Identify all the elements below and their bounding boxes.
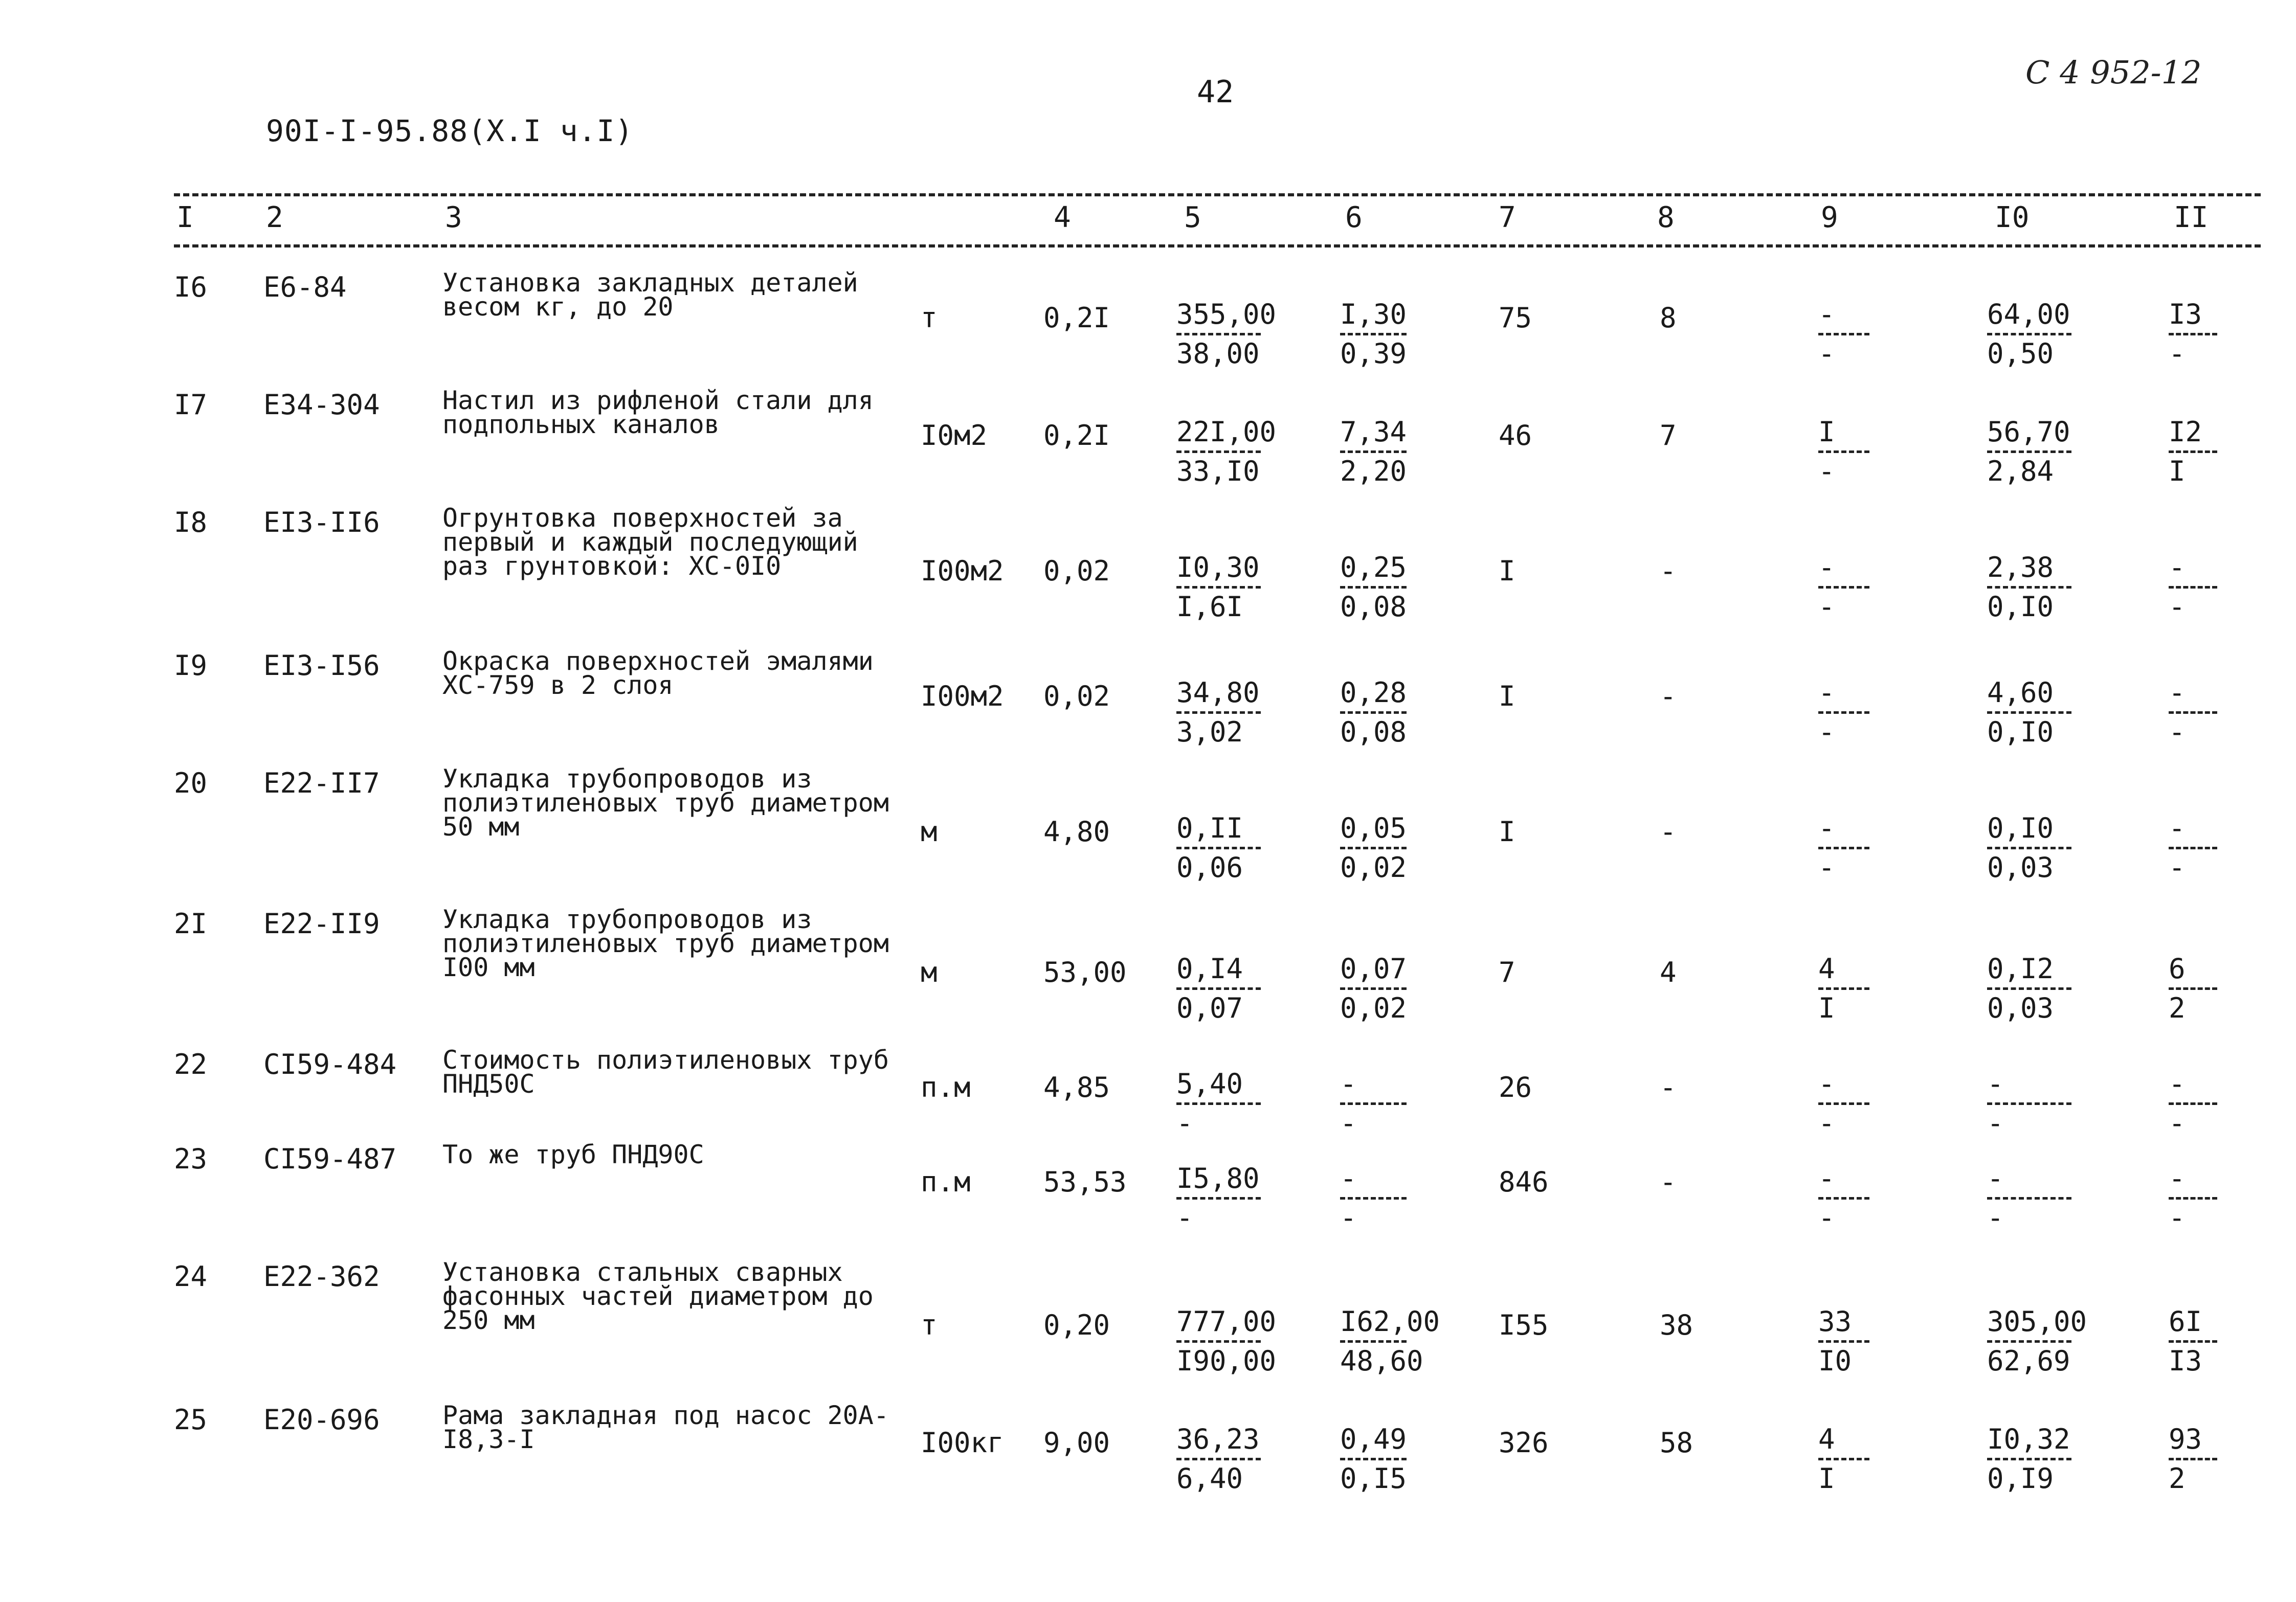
fraction-numerator: 2,38: [1987, 551, 2054, 583]
fraction-denominator: 3,02: [1176, 716, 1243, 748]
col-8-value: -: [1660, 1071, 1677, 1103]
work-description: Установка закладных деталей весом кг, до 20: [442, 268, 858, 322]
fraction-c11: [2169, 1306, 2217, 1377]
fraction-denominator: 2,20: [1340, 455, 1407, 487]
fraction-denominator: I3: [2169, 1345, 2202, 1377]
fraction-denominator: 0,I9: [1987, 1462, 2054, 1495]
fraction-numerator: -: [2169, 551, 2186, 583]
fraction-numerator: -: [1818, 1162, 1835, 1194]
fraction-c5: [1176, 298, 1277, 370]
fraction-c6: [1340, 678, 1407, 748]
fraction-denominator: 0,03: [1987, 992, 2054, 1024]
rate-code: EI3-II6: [263, 506, 380, 538]
unit-of-measure: п.м: [921, 1166, 971, 1198]
fraction-numerator: 56,70: [1987, 416, 2070, 448]
fraction-bar: [1340, 987, 1407, 990]
column-header-10: I0: [1995, 201, 2030, 234]
fraction-bar: [1818, 586, 1869, 589]
fraction-c6: [1340, 552, 1407, 622]
column-header-6: 6: [1345, 201, 1363, 234]
fraction-denominator: 0,I0: [1987, 591, 2054, 623]
fraction-bar: [1987, 450, 2071, 453]
fraction-denominator: 0,06: [1176, 851, 1243, 884]
fraction-denominator: I: [2169, 455, 2186, 487]
rate-code: E22-362: [263, 1260, 380, 1293]
fraction-numerator: -: [2169, 1162, 2186, 1194]
fraction-numerator: 64,00: [1987, 298, 2070, 330]
fraction-denominator: 0,39: [1340, 337, 1407, 370]
fraction-numerator: -: [1340, 1068, 1357, 1100]
fraction-denominator: -: [2169, 851, 2186, 884]
col-7-value: I: [1499, 680, 1515, 712]
fraction-bar: [1340, 333, 1407, 335]
fraction-numerator: I,30: [1340, 298, 1407, 330]
fraction-c9: [1818, 813, 1869, 883]
fraction-numerator: 0,28: [1340, 676, 1407, 709]
fraction-denominator: -: [1340, 1202, 1357, 1234]
fraction-c5: [1176, 552, 1261, 622]
fraction-denominator: I,6I: [1176, 591, 1243, 623]
fraction-numerator: 34,80: [1176, 676, 1260, 709]
rate-code: E34-304: [263, 389, 380, 421]
rate-code: E22-II7: [263, 767, 380, 799]
col-8-value: -: [1660, 555, 1677, 587]
fraction-numerator: 6I: [2169, 1305, 2202, 1338]
fraction-c11: [2169, 1163, 2217, 1233]
fraction-bar: [1340, 450, 1407, 453]
fraction-c9: [1818, 954, 1869, 1024]
row-number: 20: [174, 767, 208, 799]
col-7-value: 7: [1499, 956, 1515, 988]
fraction-c10: [1987, 678, 2071, 748]
col-8-value: -: [1660, 816, 1677, 848]
quantity: 0,20: [1043, 1309, 1110, 1341]
page-number: 42: [1197, 74, 1234, 110]
fraction-c6: [1340, 1163, 1407, 1233]
fraction-denominator: 48,60: [1340, 1345, 1423, 1377]
col-7-value: 75: [1499, 302, 1532, 334]
fraction-c9: [1818, 1163, 1869, 1233]
column-header-4: 4: [1054, 201, 1071, 234]
table-header: [0, 197, 2296, 243]
fraction-denominator: 0,I0: [1987, 716, 2054, 748]
fraction-bar: [1818, 987, 1869, 990]
fraction-c6: [1340, 1305, 1440, 1377]
fraction-bar: [1176, 450, 1261, 453]
fraction-numerator: I5,80: [1176, 1162, 1260, 1194]
quantity: 4,85: [1043, 1071, 1110, 1103]
fraction-c5: [1176, 678, 1261, 748]
fraction-bar: [1987, 1197, 2071, 1200]
fraction-numerator: 355,00: [1176, 298, 1277, 330]
fraction-numerator: 5,40: [1176, 1068, 1243, 1100]
row-number: I6: [174, 271, 208, 303]
fraction-numerator: 4: [1818, 953, 1835, 985]
fraction-denominator: 0,02: [1340, 992, 1407, 1024]
fraction-denominator: -: [2169, 1107, 2186, 1139]
fraction-bar: [1176, 711, 1261, 714]
fraction-c10: [1987, 1163, 2071, 1233]
fraction-denominator: 33,I0: [1176, 455, 1260, 487]
work-description: Установка стальных сварных фасонных частей диаметром до 250 мм: [442, 1257, 874, 1335]
col-7-value: I: [1499, 555, 1515, 587]
fraction-denominator: -: [1818, 591, 1835, 623]
fraction-bar: [1987, 847, 2071, 849]
header-rule-top: [174, 193, 2261, 196]
fraction-bar: [2169, 987, 2217, 990]
work-description: Рама закладная под насос 20А-I8,3-I: [442, 1401, 889, 1454]
fraction-bar: [1987, 1102, 2071, 1105]
fraction-bar: [1176, 987, 1261, 990]
fraction-denominator: 0,08: [1340, 591, 1407, 623]
fraction-c6: [1340, 1069, 1407, 1139]
fraction-denominator: -: [2169, 591, 2186, 623]
fraction-bar: [1987, 586, 2071, 589]
col-8-value: -: [1660, 1166, 1677, 1198]
fraction-c11: [2169, 678, 2217, 748]
column-header-1: I: [176, 201, 194, 234]
quantity: 0,2I: [1043, 419, 1110, 452]
archive-mark: С 4 952-12: [2025, 54, 2202, 91]
work-description: Настил из рифленой стали для подпольных каналов: [442, 386, 874, 439]
work-description: Стоимость полиэтиленовых труб ПНД50С: [442, 1045, 889, 1099]
col-8-value: 38: [1660, 1309, 1693, 1341]
fraction-c10: [1987, 417, 2071, 487]
document-code: 90I-I-95.88(X.I ч.I): [266, 114, 634, 148]
fraction-bar: [1340, 586, 1407, 589]
fraction-numerator: I62,00: [1340, 1305, 1440, 1338]
fraction-c6: [1340, 1424, 1407, 1494]
fraction-c5: [1176, 416, 1277, 487]
fraction-c11: [2169, 1069, 2217, 1139]
col-7-value: 846: [1499, 1166, 1549, 1198]
fraction-bar: [1176, 333, 1261, 335]
fraction-bar: [1340, 1197, 1407, 1200]
quantity: 0,02: [1043, 680, 1110, 712]
fraction-c9: [1818, 1306, 1869, 1377]
fraction-denominator: 0,I5: [1340, 1462, 1407, 1495]
rate-code: CI59-487: [263, 1143, 397, 1175]
col-7-value: I55: [1499, 1309, 1549, 1341]
unit-of-measure: т: [921, 1309, 938, 1341]
fraction-numerator: -: [2169, 676, 2186, 709]
fraction-c5: [1176, 954, 1261, 1024]
fraction-numerator: 0,II: [1176, 812, 1243, 844]
fraction-bar: [1340, 1340, 1407, 1343]
column-header-7: 7: [1499, 201, 1516, 234]
col-7-value: 46: [1499, 419, 1532, 452]
fraction-c5: [1176, 1305, 1277, 1377]
fraction-bar: [2169, 450, 2217, 453]
fraction-denominator: 62,69: [1987, 1345, 2070, 1377]
fraction-c9: [1818, 1424, 1869, 1494]
fraction-numerator: 4,60: [1987, 676, 2054, 709]
fraction-bar: [1987, 1340, 2071, 1343]
fraction-denominator: I: [1818, 1462, 1835, 1495]
fraction-c9: [1818, 1069, 1869, 1139]
fraction-denominator: 0,02: [1340, 851, 1407, 884]
rate-code: CI59-484: [263, 1048, 397, 1080]
fraction-numerator: 777,00: [1176, 1305, 1277, 1338]
fraction-bar: [2169, 1340, 2217, 1343]
col-8-value: 58: [1660, 1427, 1693, 1459]
fraction-c10: [1987, 1305, 2087, 1377]
fraction-bar: [1987, 333, 2071, 335]
row-number: I7: [174, 389, 208, 421]
fraction-bar: [1818, 711, 1869, 714]
fraction-bar: [1176, 1340, 1261, 1343]
fraction-numerator: -: [1818, 1068, 1835, 1100]
fraction-c11: [2169, 813, 2217, 883]
fraction-c10: [1987, 552, 2071, 622]
fraction-c10: [1987, 1069, 2071, 1139]
fraction-denominator: -: [1987, 1107, 2004, 1139]
fraction-bar: [1176, 847, 1261, 849]
fraction-denominator: -: [1987, 1202, 2004, 1234]
fraction-numerator: 0,I4: [1176, 953, 1243, 985]
fraction-numerator: -: [1987, 1162, 2004, 1194]
fraction-c10: [1987, 299, 2071, 369]
work-description: Окраска поверхностей эмалями ХС-759 в 2 слоя: [442, 646, 874, 700]
fraction-denominator: I90,00: [1176, 1345, 1277, 1377]
unit-of-measure: м: [921, 956, 938, 988]
fraction-c9: [1818, 417, 1869, 487]
fraction-denominator: -: [1818, 1107, 1835, 1139]
fraction-denominator: -: [2169, 716, 2186, 748]
fraction-numerator: 6: [2169, 953, 2186, 985]
fraction-denominator: -: [1818, 455, 1835, 487]
fraction-denominator: -: [1818, 716, 1835, 748]
row-number: 22: [174, 1048, 208, 1080]
fraction-denominator: 2: [2169, 1462, 2186, 1495]
fraction-numerator: 0,49: [1340, 1423, 1407, 1455]
fraction-c10: [1987, 813, 2071, 883]
fraction-c6: [1340, 954, 1407, 1024]
fraction-bar: [1176, 1102, 1261, 1105]
fraction-denominator: -: [1818, 851, 1835, 884]
fraction-denominator: -: [2169, 337, 2186, 370]
col-8-value: 4: [1660, 956, 1677, 988]
fraction-numerator: I3: [2169, 298, 2202, 330]
fraction-denominator: 0,03: [1987, 851, 2054, 884]
fraction-bar: [1987, 1458, 2071, 1460]
fraction-denominator: 2,84: [1987, 455, 2054, 487]
fraction-numerator: -: [1340, 1162, 1357, 1194]
unit-of-measure: I00м2: [921, 680, 1004, 712]
fraction-bar: [2169, 1197, 2217, 1200]
fraction-denominator: 38,00: [1176, 337, 1260, 370]
fraction-numerator: I0,32: [1987, 1423, 2070, 1455]
fraction-denominator: 2: [2169, 992, 2186, 1024]
fraction-bar: [1818, 333, 1869, 335]
fraction-numerator: -: [1987, 1068, 2004, 1100]
fraction-c10: [1987, 954, 2071, 1024]
fraction-numerator: -: [1818, 551, 1835, 583]
fraction-bar: [2169, 847, 2217, 849]
fraction-bar: [1340, 1458, 1407, 1460]
fraction-bar: [1818, 1458, 1869, 1460]
fraction-bar: [1340, 847, 1407, 849]
row-number: I8: [174, 506, 208, 538]
fraction-numerator: I2: [2169, 416, 2202, 448]
fraction-bar: [2169, 1102, 2217, 1105]
row-number: I9: [174, 649, 208, 682]
unit-of-measure: I00м2: [921, 555, 1004, 587]
fraction-c9: [1818, 678, 1869, 748]
unit-of-measure: т: [921, 302, 938, 334]
fraction-numerator: 0,05: [1340, 812, 1407, 844]
row-number: 2I: [174, 908, 208, 940]
quantity: 0,02: [1043, 555, 1110, 587]
fraction-numerator: -: [1818, 676, 1835, 709]
fraction-c11: [2169, 552, 2217, 622]
fraction-bar: [2169, 1458, 2217, 1460]
fraction-numerator: 36,23: [1176, 1423, 1260, 1455]
fraction-numerator: 0,25: [1340, 551, 1407, 583]
fraction-bar: [1176, 586, 1261, 589]
rate-code: E20-696: [263, 1404, 380, 1436]
fraction-bar: [1340, 711, 1407, 714]
column-header-11: II: [2174, 201, 2209, 234]
fraction-c11: [2169, 954, 2217, 1024]
col-8-value: 7: [1660, 419, 1677, 452]
rate-code: E6-84: [263, 271, 347, 303]
col-7-value: 26: [1499, 1071, 1532, 1103]
fraction-bar: [2169, 333, 2217, 335]
fraction-numerator: -: [1818, 298, 1835, 330]
column-header-8: 8: [1657, 201, 1675, 234]
fraction-numerator: -: [1818, 812, 1835, 844]
col-7-value: I: [1499, 816, 1515, 848]
fraction-numerator: 0,I0: [1987, 812, 2054, 844]
fraction-denominator: 0,07: [1176, 992, 1243, 1024]
fraction-numerator: 0,07: [1340, 953, 1407, 985]
fraction-numerator: 33: [1818, 1305, 1852, 1338]
fraction-bar: [1176, 1197, 1261, 1200]
fraction-bar: [1818, 1340, 1869, 1343]
fraction-numerator: 93: [2169, 1423, 2202, 1455]
column-header-5: 5: [1184, 201, 1201, 234]
quantity: 4,80: [1043, 816, 1110, 848]
fraction-numerator: -: [2169, 1068, 2186, 1100]
rate-code: EI3-I56: [263, 649, 380, 682]
fraction-c5: [1176, 1163, 1261, 1233]
row-number: 24: [174, 1260, 208, 1293]
column-header-2: 2: [266, 201, 283, 234]
fraction-c5: [1176, 1069, 1261, 1139]
quantity: 53,53: [1043, 1166, 1127, 1198]
quantity: 9,00: [1043, 1427, 1110, 1459]
row-number: 23: [174, 1143, 208, 1175]
fraction-numerator: 305,00: [1987, 1305, 2087, 1338]
fraction-denominator: -: [1818, 1202, 1835, 1234]
fraction-denominator: -: [1818, 337, 1835, 370]
fraction-denominator: -: [1176, 1202, 1193, 1234]
unit-of-measure: п.м: [921, 1071, 971, 1103]
header-rule-bottom: [174, 244, 2261, 247]
fraction-numerator: 4: [1818, 1423, 1835, 1455]
work-description: То же труб ПНД90С: [442, 1140, 704, 1169]
col-8-value: -: [1660, 680, 1677, 712]
fraction-denominator: -: [1340, 1107, 1357, 1139]
work-description: Укладка трубопроводов из полиэтиленовых труб диаметром 50 мм: [442, 764, 889, 842]
fraction-bar: [1818, 450, 1869, 453]
work-description: Огрунтовка поверхностей за первый и каждый последующий раз грунтовкой: ХС-0I0: [442, 503, 858, 581]
fraction-bar: [2169, 586, 2217, 589]
fraction-bar: [1340, 1102, 1407, 1105]
fraction-numerator: I0,30: [1176, 551, 1260, 583]
fraction-denominator: -: [1176, 1107, 1193, 1139]
column-header-9: 9: [1821, 201, 1838, 234]
fraction-c11: [2169, 417, 2217, 487]
fraction-c11: [2169, 1424, 2217, 1494]
fraction-c5: [1176, 813, 1261, 883]
fraction-c11: [2169, 299, 2217, 369]
fraction-denominator: I: [1818, 992, 1835, 1024]
fraction-c5: [1176, 1424, 1261, 1494]
column-header-3: 3: [445, 201, 462, 234]
unit-of-measure: I0м2: [921, 419, 988, 452]
fraction-bar: [1818, 1102, 1869, 1105]
fraction-c6: [1340, 299, 1407, 369]
fraction-denominator: 6,40: [1176, 1462, 1243, 1495]
fraction-c6: [1340, 417, 1407, 487]
fraction-bar: [1176, 1458, 1261, 1460]
unit-of-measure: м: [921, 816, 938, 848]
fraction-bar: [1818, 1197, 1869, 1200]
quantity: 53,00: [1043, 956, 1127, 988]
rate-code: E22-II9: [263, 908, 380, 940]
col-7-value: 326: [1499, 1427, 1549, 1459]
fraction-numerator: 22I,00: [1176, 416, 1277, 448]
fraction-numerator: 0,I2: [1987, 953, 2054, 985]
fraction-bar: [1818, 847, 1869, 849]
fraction-bar: [2169, 711, 2217, 714]
fraction-bar: [1987, 711, 2071, 714]
fraction-c9: [1818, 552, 1869, 622]
col-8-value: 8: [1660, 302, 1677, 334]
fraction-denominator: -: [2169, 1202, 2186, 1234]
fraction-denominator: I0: [1818, 1345, 1852, 1377]
row-number: 25: [174, 1404, 208, 1436]
fraction-denominator: 0,08: [1340, 716, 1407, 748]
unit-of-measure: I00кг: [921, 1427, 1004, 1459]
fraction-c10: [1987, 1424, 2071, 1494]
quantity: 0,2I: [1043, 302, 1110, 334]
fraction-c6: [1340, 813, 1407, 883]
fraction-denominator: 0,50: [1987, 337, 2054, 370]
fraction-numerator: -: [2169, 812, 2186, 844]
fraction-bar: [1987, 987, 2071, 990]
fraction-c9: [1818, 299, 1869, 369]
work-description: Укладка трубопроводов из полиэтиленовых труб диаметром I00 мм: [442, 905, 889, 982]
fraction-numerator: 7,34: [1340, 416, 1407, 448]
fraction-numerator: I: [1818, 416, 1835, 448]
